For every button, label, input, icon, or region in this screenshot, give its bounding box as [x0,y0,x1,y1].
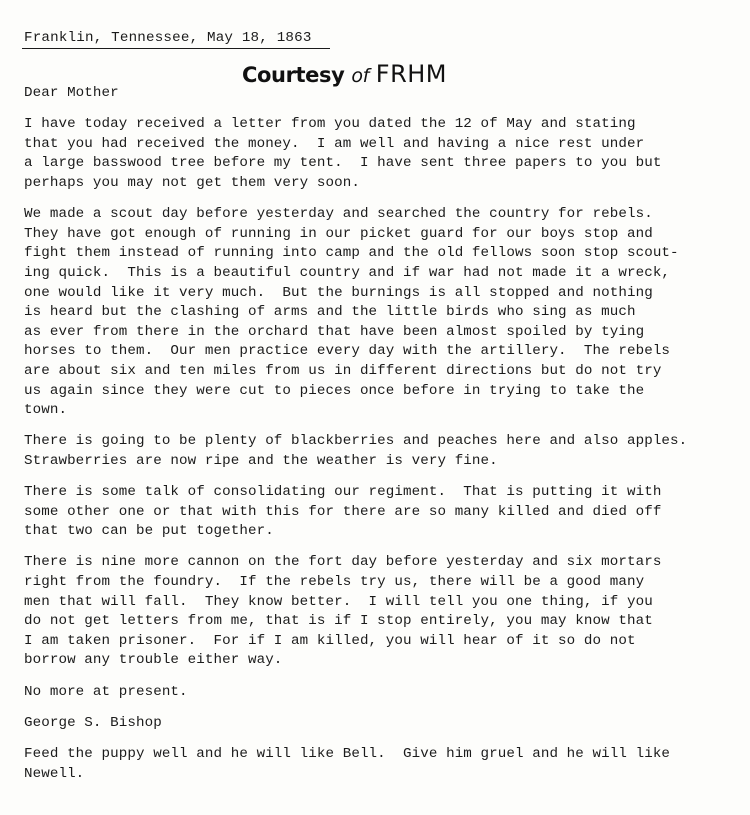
text-line: We made a scout day before yesterday and searched the country for rebels. [24,206,653,223]
dateline: Franklin, Tennessee, May 18, 1863 [24,30,312,46]
greeting: Dear Mother [24,85,119,101]
courtesy-org: FRHM [375,60,448,88]
text-line: some other one or that with this for there are so many killed and died off [24,503,662,520]
signature: George S. Bishop [24,714,162,731]
postscript [24,745,744,784]
text-line: fight them instead of running into camp and the old fellows soon stop scout- [24,245,679,262]
paragraph-5 [24,553,744,671]
text-line: are about six and ten miles from us in different directions but do not try [24,362,662,379]
text-line: Strawberries are now ripe and the weather is very fine. [24,452,498,469]
paragraph-2 [24,205,744,421]
courtesy-of: of [351,65,369,87]
letter-body [24,84,744,784]
text-line: ing quick. This is a beautiful country and if war had not made it a wreck, [24,264,671,281]
text-line: us again since they were cut to pieces once before in trying to take the [24,382,645,399]
text-line: borrow any trouble either way. [24,652,283,669]
text-line: do not get letters from me, that is if I stop entirely, you may know that [24,613,653,630]
text-line: town. [24,402,68,419]
text-line: as ever from there in the orchard that have been almost spoiled by tying [24,323,645,340]
text-line: perhaps you may not get them very soon. [24,174,360,191]
text-line: They have got enough of running in our picket guard for our boys stop and [24,225,653,242]
text-line: one would like it very much. But the burnings is all stopped and nothing [24,284,653,301]
text-line: men that will fall. They know better. I will tell you one thing, if you [24,593,653,610]
text-line: Feed the puppy well and he will like Bell. Give him gruel and he will like [24,745,671,762]
text-line: There is nine more cannon on the fort day before yesterday and six mortars [24,554,662,571]
text-line: There is some talk of consolidating our regiment. That is putting it with [24,484,662,501]
text-line: a large basswood tree before my tent. I have sent three papers to you but [24,155,662,172]
text-line: Newell. [24,765,85,782]
text-line: that you had received the money. I am well and having a nice rest under [24,135,645,152]
text-line: There is going to be plenty of blackberries and peaches here and also apples. [24,433,688,450]
dateline-underline [22,48,330,49]
text-line: I am taken prisoner. For if I am killed, you will hear of it so do not [24,632,636,649]
text-line: right from the foundry. If the rebels try us, there will be a good many [24,574,645,591]
text-line: horses to them. Our men practice every day with the artillery. The rebels [24,343,671,360]
paragraph-1 [24,115,744,193]
text-line: is heard but the clashing of arms and the little birds who sing as much [24,304,636,321]
paragraph-3 [24,432,744,471]
paragraph-4 [24,483,744,542]
courtesy-prefix: Courtesy [242,63,345,87]
text-line: I have today received a letter from you dated the 12 of May and stating [24,116,636,133]
text-line: that two can be put together. [24,523,274,540]
closing: No more at present. [24,683,188,700]
